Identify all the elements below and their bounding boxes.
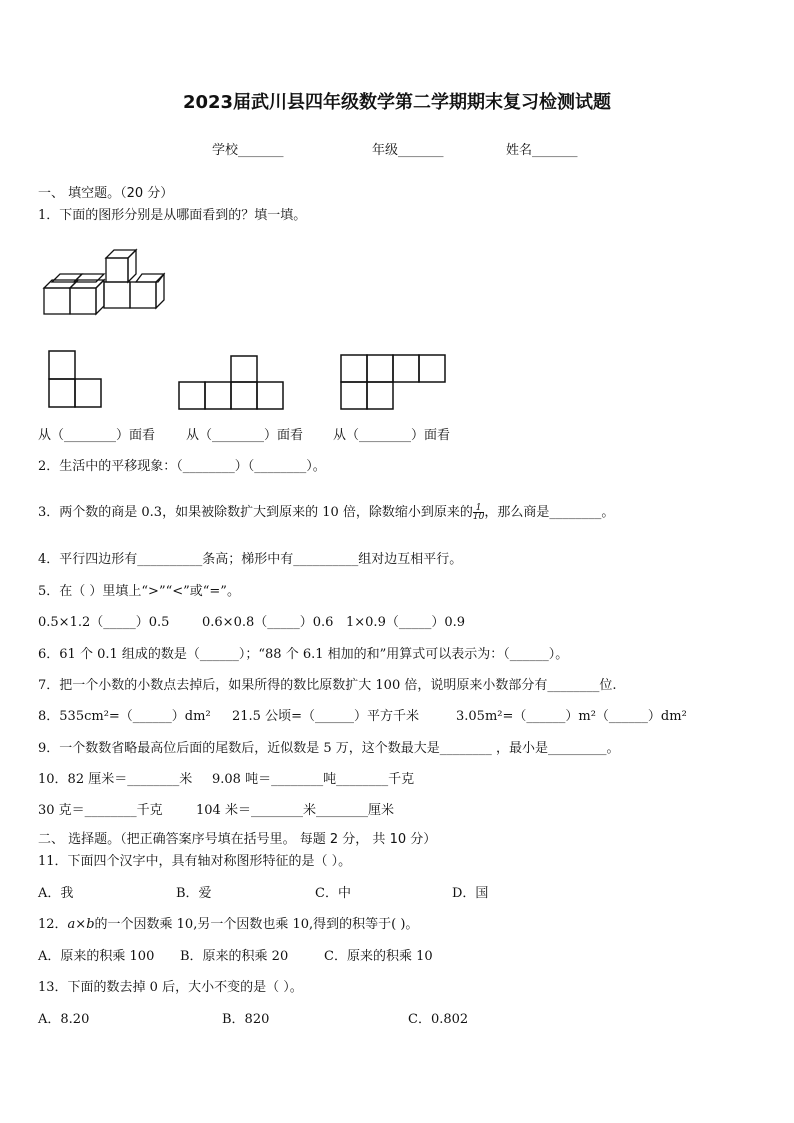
q9-text: 9．一个数数省略最高位后面的尾数后，近似数是 5 万，这个数最大是________ ，最小是_________。 [38,741,620,756]
q6-text: 6．61 个 0.1 组成的数是（______）；“88 个 6.1 相加的和”用算式可以表示为：（______）。 [38,647,569,662]
q12-number: 12． [38,917,68,932]
q8-item-1: 8．535cm²=（______）dm² [38,709,211,724]
q8-item-2: 21.5 公顷=（______）平方千米 [232,709,419,724]
q1-view-3-prefix: 从（ [333,428,360,443]
q1-view-1-suffix: ）面看 [116,428,156,443]
q4-text: 4．平行四边形有__________条高；梯形中有__________组对边互相平行。 [38,552,463,567]
view-figure-2 [178,355,286,411]
q13-text: 13．下面的数去掉 0 后，大小不变的是（ ）。 [38,980,303,995]
name-label: 姓名 [506,143,533,158]
q11-option-a[interactable]: A．我 [38,886,74,901]
cube-stack-figure [38,240,168,325]
q3-frac-denominator: 10 [472,512,485,522]
q1-view-answer-1 [38,427,155,445]
q3-frac-numerator: 1 [473,504,484,513]
grade-field [372,142,444,160]
q10-line2-b: 104 米＝________米________厘米 [196,803,394,818]
q10-line2-a: 30 克＝________千克 [38,803,163,818]
q1-view-3-blank[interactable]: ________ [359,428,412,443]
section-fill-heading: 一、 填空题。（20 分） [38,186,174,201]
q1-view-1-prefix: 从（ [38,428,65,443]
name-blank: _______ [532,143,578,158]
school-field [212,142,284,160]
view-figure-3 [340,354,448,410]
q13-option-a[interactable]: A．8.20 [38,1012,90,1027]
q7-text: 7．把一个小数的小数点去掉后，如果所得的数比原数扩大 100 倍，说明原来小数部分有________位. [38,678,617,693]
q8-item-3: 3.05m²=（______）m²（______）dm² [456,709,687,724]
q1-view-answer-2 [186,427,303,445]
q3-fraction [473,504,484,521]
q13-option-b[interactable]: B．820 [222,1012,270,1027]
q3-text [38,504,614,522]
q5-item-1: 0.5×1.2（_____）0.5 [38,615,170,630]
q10-line1-a: 10．82 厘米＝________米 [38,772,193,787]
q3-before: 3．两个数的商是 0.3，如果被除数扩大到原来的 10 倍，除数缩小到原来的 [38,505,473,520]
q12-option-a[interactable]: A．原来的积乘 100 [38,949,155,964]
q5-text: 5．在（ ）里填上“>”“<”或“=”。 [38,584,240,599]
q1-text: 1．下面的图形分别是从哪面看到的？填一填。 [38,208,307,223]
q13-option-c[interactable]: C．0.802 [408,1012,469,1027]
view-figure-1 [48,350,104,408]
q1-view-3-suffix: ）面看 [411,428,451,443]
q11-option-c[interactable]: C．中 [315,886,351,901]
q1-view-2-suffix: ）面看 [264,428,304,443]
q5-item-3: 1×0.9（_____）0.9 [346,615,466,630]
q3-after: ，那么商是________。 [484,505,615,520]
grade-label: 年级 [372,143,399,158]
page-title: 2023届武川县四年级数学第二学期期末复习检测试题 [182,92,612,113]
q1-view-2-prefix: 从（ [186,428,213,443]
name-field [506,142,578,160]
q2-text: 2．生活中的平移现象：（________）（________）。 [38,459,326,474]
section-choice-heading: 二、 选择题。（把正确答案序号填在括号里。 每题 2 分， 共 10 分） [38,832,437,847]
q5-item-2: 0.6×0.8（_____）0.6 [202,615,334,630]
q12-text [38,916,418,934]
school-label: 学校 [212,143,239,158]
q12-option-b[interactable]: B．原来的积乘 20 [180,949,289,964]
school-blank: _______ [238,143,284,158]
grade-blank: _______ [398,143,444,158]
q11-option-d[interactable]: D．国 [452,886,489,901]
q10-line1-b: 9.08 吨＝________吨________千克 [212,772,415,787]
q12-expression: a×b [67,917,95,932]
q12-body: 的一个因数乘 10,另一个因数也乘 10,得到的积等于( )。 [94,917,419,932]
q12-option-c[interactable]: C．原来的积乘 10 [324,949,433,964]
q11-text: 11．下面四个汉字中，具有轴对称图形特征的是（ ）。 [38,854,352,869]
q1-view-2-blank[interactable]: ________ [212,428,265,443]
q1-view-1-blank[interactable]: ________ [64,428,117,443]
q11-option-b[interactable]: B．爱 [176,886,212,901]
q1-view-answer-3 [333,427,450,445]
